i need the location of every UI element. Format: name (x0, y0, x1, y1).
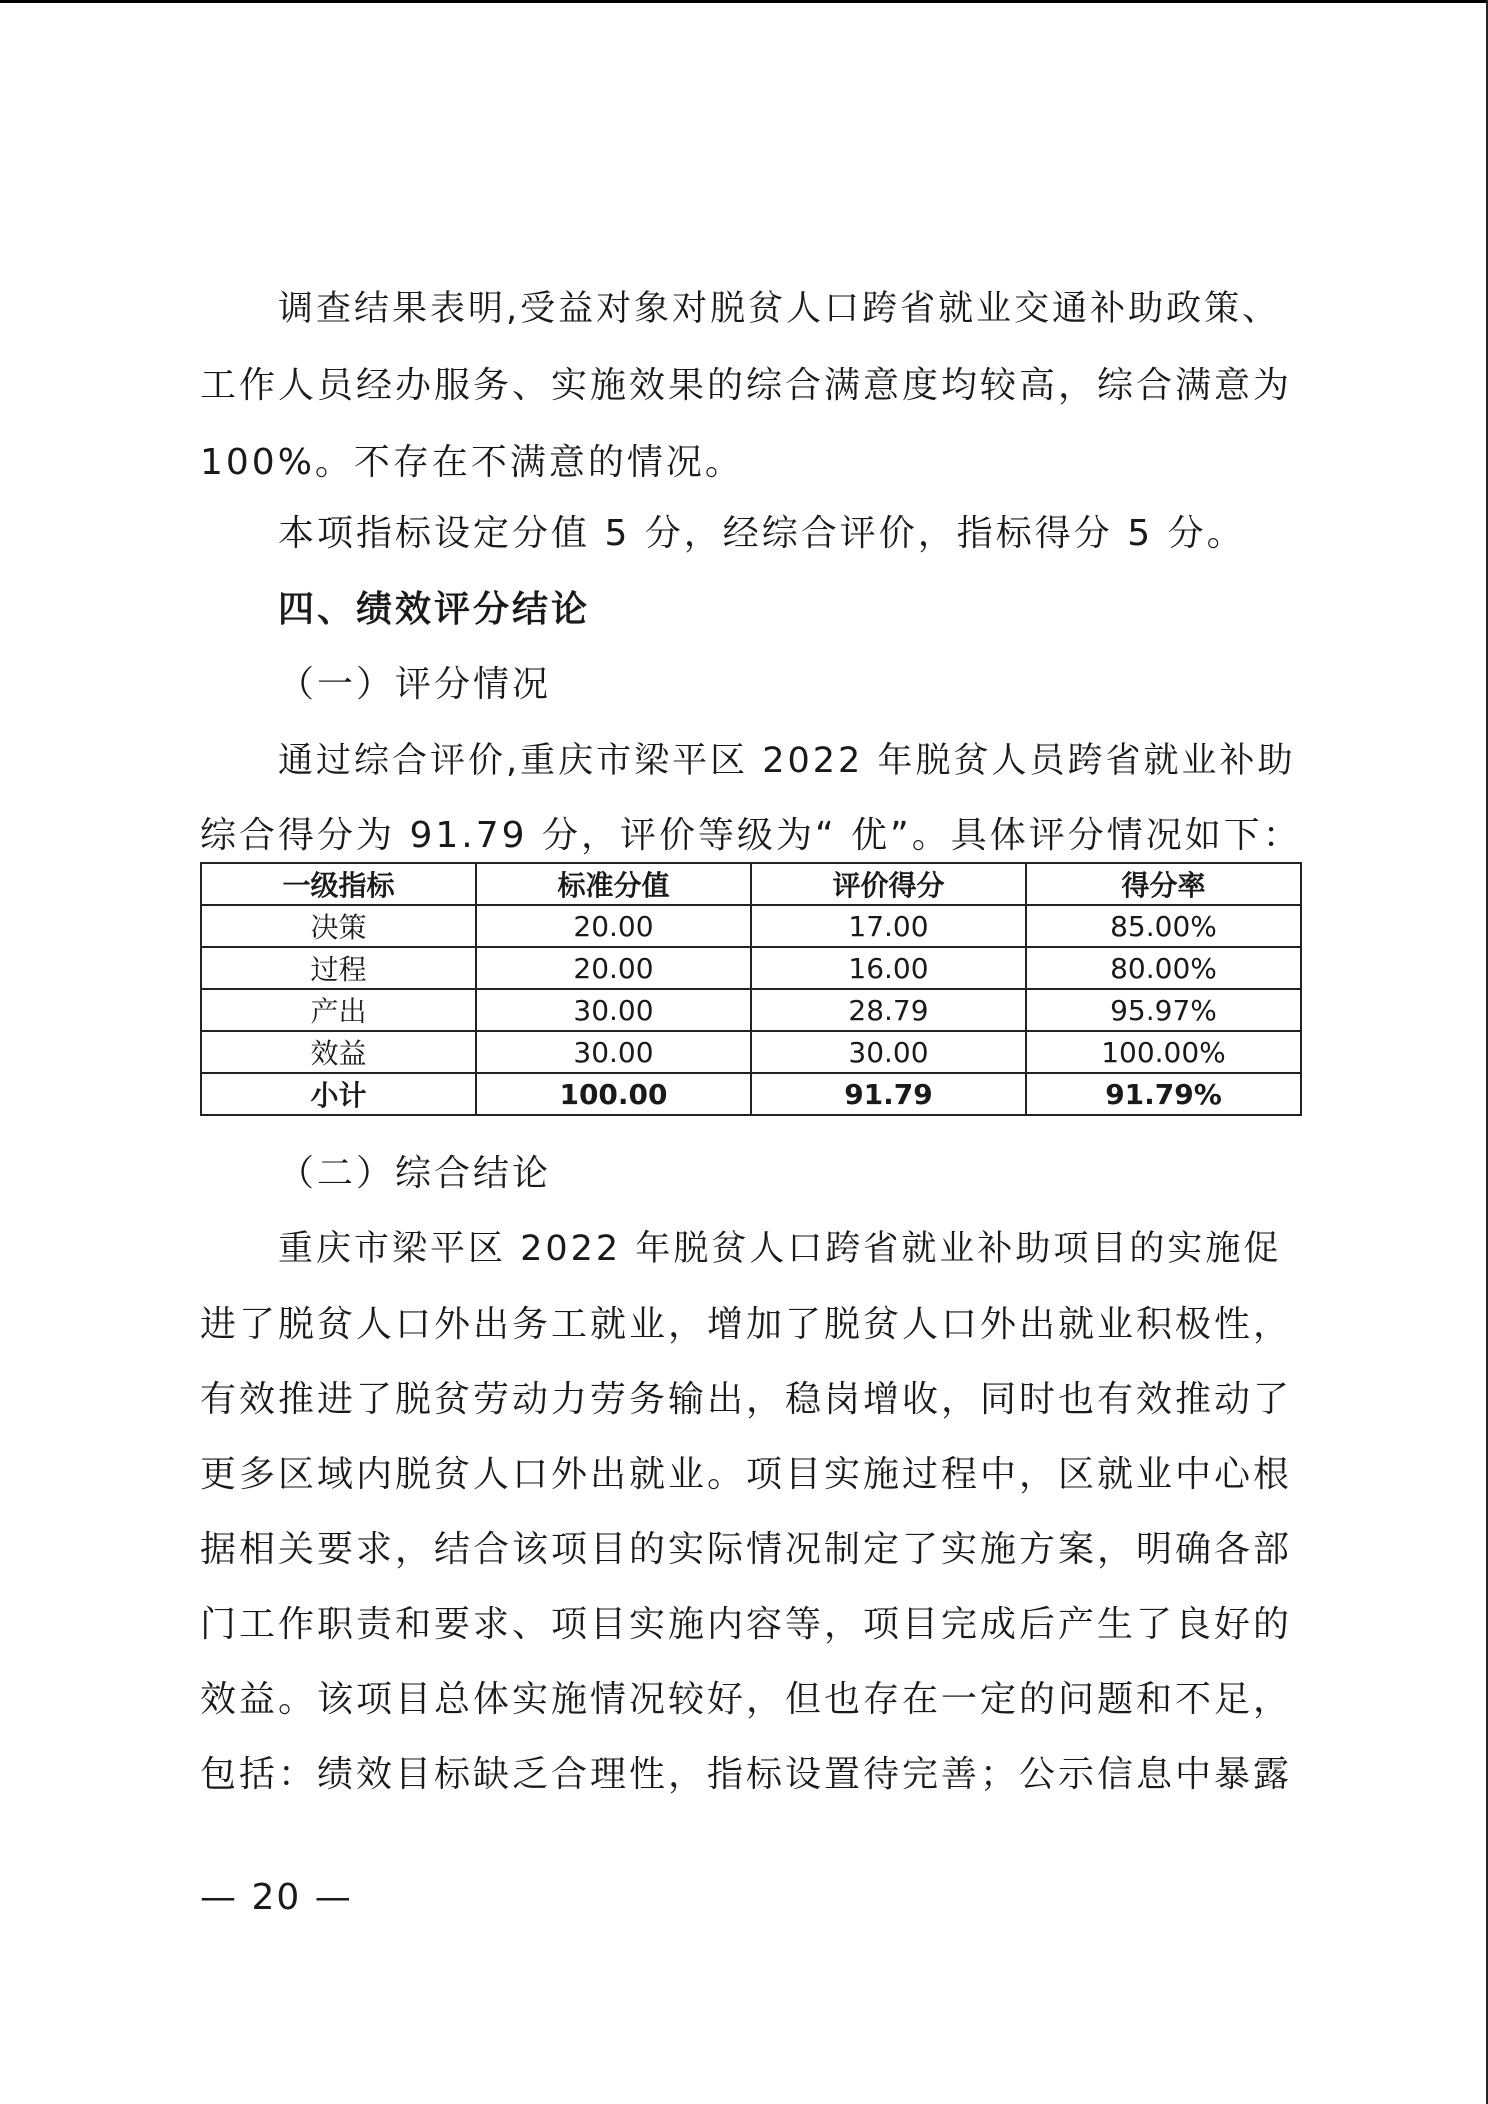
subsection-heading: （二）综合结论 (278, 1153, 552, 1194)
table-cell: 30.00 (476, 1031, 751, 1073)
table-cell: 91.79 (751, 1073, 1026, 1115)
paragraph-line: 通过综合评价,重庆市梁平区 2022 年脱贫人员跨省就业补助 (278, 741, 1296, 781)
table-cell: 91.79% (1026, 1073, 1301, 1115)
table-cell: 效益 (201, 1031, 476, 1073)
table-cell: 30.00 (751, 1031, 1026, 1073)
table-cell: 16.00 (751, 947, 1026, 989)
paragraph-line: 包括：绩效目标缺乏合理性，指标设置待完善；公示信息中暴露 (200, 1754, 1293, 1795)
table-cell: 20.00 (476, 947, 751, 989)
table-cell: 过程 (201, 947, 476, 989)
table-cell: 100.00 (476, 1073, 751, 1115)
table-cell: 80.00% (1026, 947, 1301, 989)
section-heading: 四、绩效评分结论 (278, 589, 591, 630)
table-header-cell: 评价得分 (751, 863, 1026, 905)
page-top-border (0, 0, 1488, 3)
table-cell: 小计 (201, 1073, 476, 1115)
paragraph-line: 本项指标设定分值 5 分，经综合评价，指标得分 5 分。 (278, 513, 1246, 554)
table-cell: 28.79 (751, 989, 1026, 1031)
table-cell: 产出 (201, 989, 476, 1031)
table-header-row (201, 863, 1301, 905)
table-cell: 100.00% (1026, 1031, 1301, 1073)
table-cell: 20.00 (476, 905, 751, 947)
table-cell: 17.00 (751, 905, 1026, 947)
paragraph-line: 门工作职责和要求、项目实施内容等，项目完成后产生了良好的 (200, 1604, 1293, 1645)
paragraph-line: 据相关要求，结合该项目的实际情况制定了实施方案，明确各部 (200, 1529, 1293, 1570)
paragraph-line: 有效推进了脱贫劳动力劳务输出，稳岗增收，同时也有效推动了 (200, 1379, 1293, 1420)
table-header-cell: 标准分值 (476, 863, 751, 905)
table-cell: 95.97% (1026, 989, 1301, 1031)
paragraph-line: 工作人员经办服务、实施效果的综合满意度均较高，综合满意为 (200, 365, 1293, 406)
table-row (201, 905, 1301, 947)
paragraph-line: 更多区域内脱贫人口外出就业。项目实施过程中，区就业中心根 (200, 1454, 1293, 1495)
paragraph-line: 100%。不存在不满意的情况。 (200, 442, 744, 483)
table-cell: 85.00% (1026, 905, 1301, 947)
score-table (200, 862, 1302, 1116)
subsection-heading: （一）评分情况 (278, 664, 552, 705)
paragraph-line: 综合得分为 91.79 分，评价等级为“ 优”。具体评分情况如下： (200, 815, 1302, 856)
table-row (201, 947, 1301, 989)
table-cell: 决策 (201, 905, 476, 947)
table-header-cell: 得分率 (1026, 863, 1301, 905)
table-row (201, 1031, 1301, 1073)
paragraph-line: 调查结果表明,受益对象对脱贫人口跨省就业交通补助政策、 (278, 289, 1281, 329)
table-total-row (201, 1073, 1301, 1115)
paragraph-line: 进了脱贫人口外出务工就业，增加了脱贫人口外出就业积极性， (200, 1304, 1293, 1345)
table-row (201, 989, 1301, 1031)
paragraph-line: 效益。该项目总体实施情况较好，但也存在一定的问题和不足， (200, 1679, 1293, 1720)
page-number: — 20 — (200, 1877, 353, 1918)
table-cell: 30.00 (476, 989, 751, 1031)
table-header-cell: 一级指标 (201, 863, 476, 905)
paragraph-line: 重庆市梁平区 2022 年脱贫人口跨省就业补助项目的实施促 (278, 1229, 1282, 1269)
